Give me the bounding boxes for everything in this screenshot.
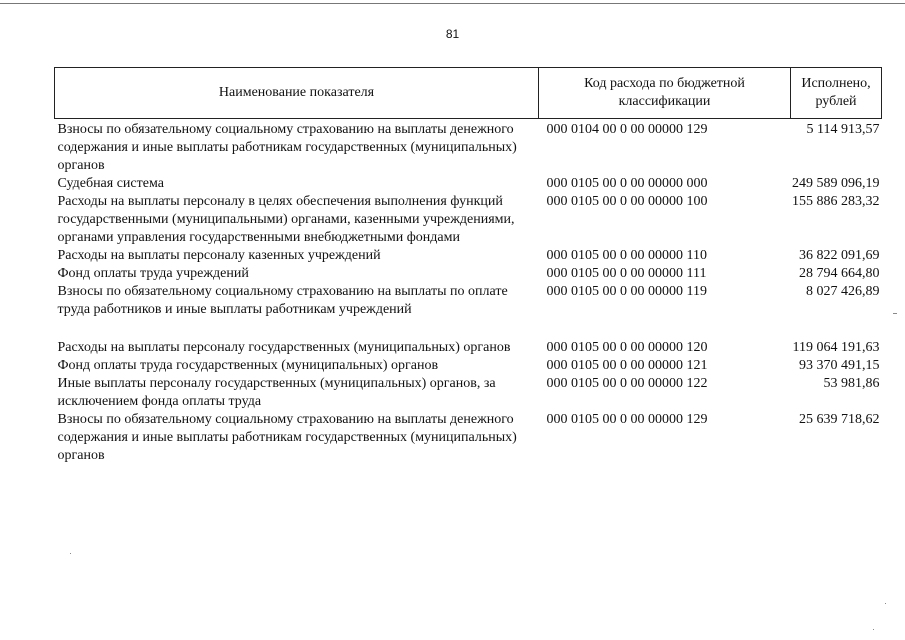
row-amount: 119 064 191,63	[792, 340, 880, 355]
scan-speck	[70, 553, 71, 554]
expenditure-table	[54, 67, 882, 465]
table-row	[55, 375, 882, 411]
table-row	[55, 357, 882, 375]
row-name: Расходы на выплаты персоналу государственных (муниципальных) органов	[57, 340, 511, 355]
table-row	[55, 193, 882, 247]
table-row	[55, 265, 882, 283]
row-code: 000 0105 00 0 00 00000 120	[546, 340, 708, 355]
table-row	[55, 119, 882, 176]
table-row	[55, 339, 882, 357]
table-header-row	[55, 68, 882, 119]
header-indicator-name: Наименование показателя	[55, 68, 539, 119]
table-row	[55, 247, 882, 265]
table-row	[55, 175, 882, 193]
row-name: Расходы на выплаты персоналу казенных учреждений	[57, 248, 381, 263]
row-name: Взносы по обязательному социальному страхованию на выплаты денежного содержания и иные выплаты работникам государственных (муниципальных) органов	[57, 412, 517, 463]
row-code: 000 0105 00 0 00 00000 121	[546, 358, 708, 373]
row-code: 000 0105 00 0 00 00000 100	[546, 194, 708, 209]
scan-speck	[893, 313, 897, 314]
table-row	[55, 283, 882, 339]
row-amount: 36 822 091,69	[799, 248, 880, 263]
header-executed-amount: Исполнено, рублей	[791, 68, 882, 119]
page-number: 81	[445, 27, 460, 41]
row-code: 000 0105 00 0 00 00000 000	[546, 176, 708, 191]
row-amount: 53 981,86	[823, 376, 880, 391]
row-name: Расходы на выплаты персоналу в целях обеспечения выполнения функций государственными (муниципальными) органами, казенными учреждениями, органами управления государственными внебюджетными фондами	[57, 194, 515, 245]
row-name: Взносы по обязательному социальному страхованию на выплаты по оплате труда работников и иные выплаты работникам учреждений	[57, 284, 508, 317]
row-amount: 5 114 913,57	[806, 122, 880, 137]
row-amount: 28 794 664,80	[799, 266, 880, 281]
scan-speck	[885, 603, 886, 604]
row-amount: 25 639 718,62	[799, 412, 880, 427]
row-code: 000 0105 00 0 00 00000 110	[546, 248, 707, 263]
row-name: Взносы по обязательному социальному страхованию на выплаты денежного содержания и иные выплаты работникам государственных (муниципальных) органов	[57, 122, 517, 173]
row-amount: 249 589 096,19	[792, 176, 880, 191]
row-code: 000 0104 00 0 00 00000 129	[546, 122, 708, 137]
row-code: 000 0105 00 0 00 00000 129	[546, 412, 708, 427]
row-code: 000 0105 00 0 00 00000 111	[546, 266, 707, 281]
row-amount: 8 027 426,89	[806, 284, 880, 299]
row-name: Фонд оплаты труда государственных (муниципальных) органов	[57, 358, 439, 373]
row-code: 000 0105 00 0 00 00000 122	[546, 376, 708, 391]
row-amount: 155 886 283,32	[792, 194, 880, 209]
row-code: 000 0105 00 0 00 00000 119	[546, 284, 707, 299]
table-row	[55, 411, 882, 465]
row-name: Иные выплаты персоналу государственных (муниципальных) органов, за исключением фонда оплаты труда	[57, 376, 496, 409]
row-name: Судебная система	[57, 176, 164, 191]
header-budget-code: Код расхода по бюджетной классификации	[539, 68, 791, 119]
scan-speck	[873, 629, 874, 630]
row-amount: 93 370 491,15	[799, 358, 880, 373]
row-name: Фонд оплаты труда учреждений	[57, 266, 249, 281]
page-top-rule	[0, 3, 905, 4]
